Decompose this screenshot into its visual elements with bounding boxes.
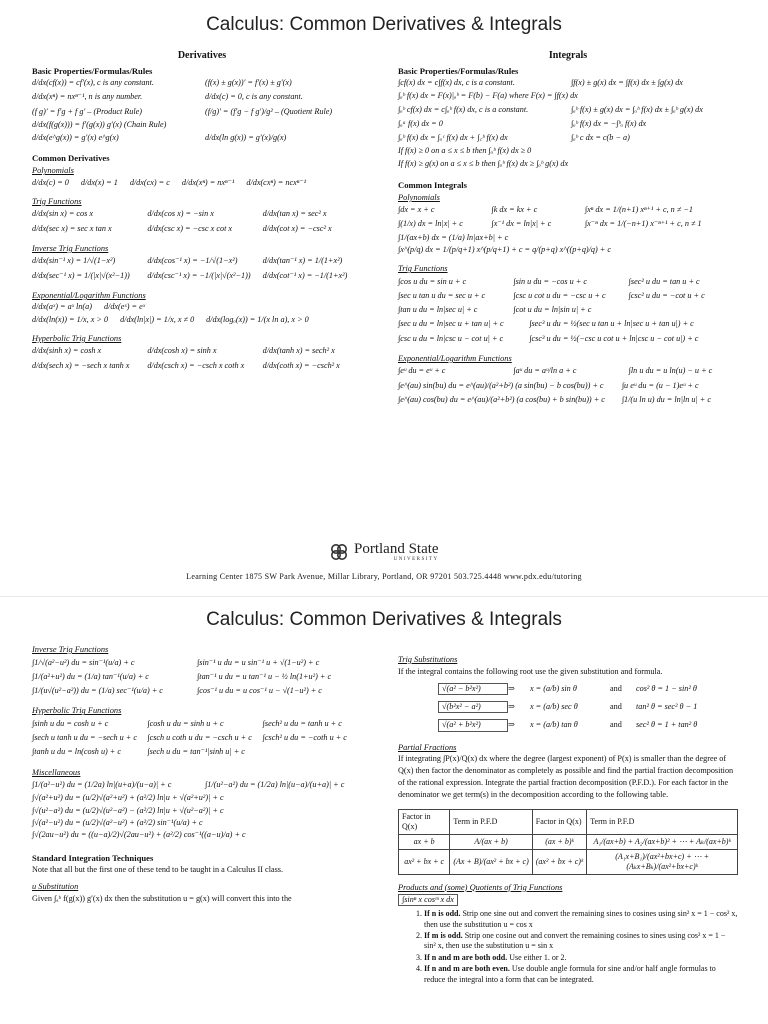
trig-label: Trig Functions [32,196,82,206]
table-cell: ax² + bx + c [399,849,450,874]
derivatives-basic-heading: Basic Properties/Formulas/Rules [32,65,153,76]
formula: ∫√(a²−u²) du = (u/2)√(a²−u²) + (a²/2) sin⁻¹(u/a) + c [32,817,203,827]
trig-sub-root: √(a² − b²x²) [438,683,508,695]
formula: d/dx(cf(x)) = cf′(x), c is any constant. [32,78,154,88]
formula: ∫ln u du = u ln(u) − u + c [628,366,713,376]
formula: ∫u eᵘ du = (u − 1)eᵘ + c [621,380,699,390]
products-integral: ∫sinⁿ x cosᵐ x dx [398,894,458,906]
formula: ∫sech u du = tan⁻¹|sinh u| + c [147,747,245,757]
list-item [424,964,738,985]
formula: d/dx(logₐ(x)) = 1/(x ln a), x > 0 [206,314,309,324]
int-polynomials-label: Polynomials [398,192,440,202]
partial-fractions-text: If integrating ∫P(x)/Q(x) dx where the degree (largest exponent) of P(x) is smaller than the degree of Q(x) then factor the denominator as completely as possible and find the partial fraction decomposition of the rational expression. Integrate the partial fraction decomposition (P.F.D.). For each factor in the denominator we get term(s) in the decomposition according to the following table. [398,754,734,799]
formula: d/dx(csc x) = −csc x cot x [147,223,233,233]
formula: (f g)′ = f′g + f g′ – (Product Rule) [32,106,143,116]
formula: d/dx(c) = 0, c is any constant. [205,92,303,102]
trig-sub-identity: sec² θ = 1 + tan² θ [636,720,698,730]
logo-name: Portland State [354,541,439,557]
inverse-trig-label: Inverse Trig Functions [32,243,109,253]
rule-lead: If n and m are both odd. [424,952,508,962]
formula: d/dx(c) = 0 [32,177,69,187]
list-item [424,953,738,963]
common-derivatives-heading: Common Derivatives [32,153,110,164]
formula: ∫ₐᵇ c dx = c(b − a) [571,133,630,143]
u-sub-text: Given ∫ₐᵇ f(g(x)) g′(x) dx then the substitution u = g(x) will convert this into the [32,893,292,903]
table-cell: A/(ax + b) [450,834,532,849]
formula: ∫e^(au) sin(bu) du = e^(au)/(a²+b²) (a sin(bu) − b cos(bu)) + c [398,380,604,390]
derivatives-heading: Derivatives [177,50,227,61]
formula: ∫ₐᵇ f(x) ± g(x) dx = ∫ₐᵇ f(x) dx ± ∫ₐᵇ g(x) dx [571,104,703,114]
formula: ∫sec u du = ln|sec u + tan u| + c [398,319,504,329]
formula: ∫1/(ax+b) dx = (1/a) ln|ax+b| + c [398,232,509,242]
table-header: Factor in Q(x) [399,809,450,834]
rule-text: Use either 1. or 2. [507,952,567,962]
trig-sub-intro: If the integral contains the following root use the given substitution and formula. [398,666,663,676]
formula: d/dx(tan⁻¹ x) = 1/(1+x²) [262,256,343,266]
formula: ∫sec³ u du = ½(sec u tan u + ln|sec u + tan u|) + c [529,319,694,329]
formula: ∫√(2au−u²) du = ((u−a)/2)√(2au−u²) + (a²/2) cos⁻¹((a−u)/a) + c [32,830,246,839]
formula: ∫ₐᵇ f(x) dx = ∫ₐᶜ f(x) dx + ∫꜀ᵇ f(x) dx [398,133,508,143]
formula: ∫tan u du = ln|sec u| + c [398,305,478,315]
formula: ∫1/(u²−a²) du = (1/2a) ln|(u−a)/(u+a)| + c [205,780,345,789]
logo-subtitle: UNIVERSITY [393,557,439,562]
formula: ∫csc² u du = −cot u + c [628,290,705,300]
trig-sub-substitution: x = (a/b) sec θ [530,702,578,711]
implies-arrow: ⇒ [508,720,515,730]
trig-sub-root: √(b²x² − a²) [438,701,508,713]
formula: ∫tan⁻¹ u du = u tan⁻¹ u − ½ ln(1+u²) + c [197,671,332,681]
formula: d/dx(xⁿ) = nxⁿ⁻¹ [181,177,235,187]
formula: ∫√(u²−a²) du = (u/2)√(u²−a²) − (a²/2) ln|u + √(u²−a²)| + c [32,805,224,815]
formula: d/dx(f(g(x))) = f′(g(x)) g′(x) (Chain Rule) [32,119,167,129]
formula: d/dx(cot x) = −csc² x [262,223,332,233]
formula: ∫csc u du = ln|csc u − cot u| + c [398,333,504,343]
formula: ∫cot u du = ln|sin u| + c [513,305,592,315]
formula: ∫ₐᵃ f(x) dx = 0 [398,118,443,128]
integrals-heading: Integrals [548,50,588,61]
rule-text: Strip one cosine out and convert the remaining cosines to sines using cos² x = 1 − sin² x, then use the substitution u = sin x [424,931,726,951]
formula: ∫1/(u ln u) du = ln|ln u| + c [621,394,712,404]
formula: ∫sin⁻¹ u du = u sin⁻¹ u + √(1−u²) + c [197,657,320,667]
formula: d/dx(x) = 1 [80,177,118,187]
formula: d/dx(csch x) = −csch x coth x [147,360,245,370]
formula: ∫x⁻¹ dx = ln|x| + c [491,219,552,229]
formula: ∫(1/x) dx = ln|x| + c [398,219,463,229]
formula: ∫dx = x + c [398,205,435,215]
formula: ∫sin u du = −cos u + c [513,276,587,286]
implies-arrow: ⇒ [508,683,515,693]
formula: ∫√(a²+u²) du = (u/2)√(a²+u²) + (a²/2) ln|u + √(a²+u²)| + c [32,793,224,803]
formula: ∫k dx = kx + c [491,205,538,215]
formula: If f(x) ≥ 0 on a ≤ x ≤ b then ∫ₐᵇ f(x) dx ≥ 0 [398,146,532,156]
formula: (f/g)′ = (f′g − f g′)/g² – (Quotient Rule) [205,106,333,116]
formula: ∫ₐᵇ cf(x) dx = c∫ₐᵇ f(x) dx, c is a constant. [398,104,529,114]
trig-sub-substitution: x = (a/b) tan θ [530,720,578,730]
formula: ∫sinh u du = cosh u + c [32,718,109,728]
rule-lead: If n and m are both even. [424,964,510,974]
common-integrals-heading: Common Integrals [398,179,467,190]
formula: d/dx(sinh x) = cosh x [32,346,102,356]
formula: d/dx(eˣ) = eˣ [103,302,146,312]
table-header: Term in P.F.D [587,809,738,834]
table-row [399,849,738,874]
formula: ∫cf(x) dx = c∫f(x) dx, c is a constant. [398,78,515,88]
rule-lead: If m is odd. [424,931,463,941]
page-title: Calculus: Common Derivatives & Integrals [206,14,562,35]
formula: ∫f(x) ± g(x) dx = ∫f(x) dx ± ∫g(x) dx [571,78,683,88]
rule-lead: If n is odd. [424,909,461,919]
formula: d/dx(cxⁿ) = ncxⁿ⁻¹ [246,177,307,187]
formula: d/dx(cos⁻¹ x) = −1/√(1−x²) [147,256,238,266]
exp-log-label: Exponential/Logarithm Functions [32,290,146,300]
formula: ∫sec² u du = tan u + c [628,276,700,286]
formula: d/dx(xⁿ) = nxⁿ⁻¹, n is any number. [32,92,143,102]
implies-arrow: ⇒ [508,702,515,711]
formula: ∫tanh u du = ln(cosh u) + c [32,747,122,757]
table-cell: A₁/(ax+b) + A₂/(ax+b)² + ⋯ + Aₖ/(ax+b)ᵏ [587,834,738,849]
table-cell: (A₁x+B₁)/(ax²+bx+c) + ⋯ + (Aₖx+Bₖ)/(ax²+bx+c)ᵏ [587,849,738,874]
formula: d/dx(sec x) = sec x tan x [32,223,112,233]
rule-text: Strip one sine out and convert the remaining sines to cosines using sin² x = 1 − cos² x, then use the substitution u = cos x [424,909,738,929]
formula: d/dx(sech x) = −sech x tanh x [32,360,130,370]
formula: ∫x^(p/q) dx = 1/(p/q+1) x^(p/q+1) + c = q/(p+q) x^((p+q)/q) + c [398,244,611,254]
formula: d/dx(cx) = c [129,177,170,187]
formula: ∫1/(u√(u²−a²)) du = (1/a) sec⁻¹(u/a) + c [32,686,163,695]
u-sub-label: u Substitution [32,882,79,892]
formula: d/dx(sin x) = cos x [32,209,93,219]
int-exp-log-label: Exponential/Logarithm Functions [398,353,512,363]
formula: d/dx(ln|x|) = 1/x, x ≠ 0 [120,314,195,324]
formula: ∫ₐᵇ f(x) dx = −∫ᵇₐ f(x) dx [571,118,647,128]
polynomials-label: Polynomials [32,166,74,176]
formula: d/dx(coth x) = −csch² x [262,360,340,370]
std-techniques-heading: Standard Integration Techniques [32,853,154,864]
integrals-column [398,50,738,407]
formula: ∫ₐᵇ f(x) dx = F(x)|ₐᵇ = F(b) − F(a) where F(x) = ∫f(x) dx [398,91,578,101]
formula: d/dx(ln g(x)) = g′(x)/g(x) [205,133,287,143]
p2-inverse-trig-label: Inverse Trig Functions [32,645,109,654]
formula: ∫xⁿ dx = 1/(n+1) xⁿ⁺¹ + c, n ≠ −1 [584,205,693,215]
table-cell: (ax² + bx + c)ᵏ [532,849,586,874]
formula: ∫cosh u du = sinh u + c [147,718,224,728]
formula: ∫eᵘ du = eᵘ + c [398,366,446,376]
formula: ∫e^(au) cos(bu) du = e^(au)/(a²+b²) (a cos(bu) + b sin(bu)) + c [398,394,605,404]
formula: d/dx(tan x) = sec² x [262,209,327,219]
formula: d/dx(e^g(x)) = g′(x) e^g(x) [32,133,119,143]
formula: ∫1/√(a²−u²) du = sin⁻¹(u/a) + c [32,657,135,667]
page-title-2: Calculus: Common Derivatives & Integrals [206,609,562,630]
int-trig-label: Trig Functions [398,264,448,274]
formula: d/dx(ln(x)) = 1/x, x > 0 [32,314,109,324]
formula: ∫sech u tanh u du = −sech u + c [32,733,137,742]
formula: ∫cos⁻¹ u du = u cos⁻¹ u − √(1−u²) + c [197,686,322,695]
formula: d/dx(sin⁻¹ x) = 1/√(1−x²) [32,256,116,266]
products-rules-list [398,909,738,985]
formula: d/dx(aˣ) = aˣ ln(a) [32,302,92,312]
rule-text: Use double angle formula for sine and/or half angle formulas to reduce the integral into a form that can be integrated. [424,964,716,984]
formula: ∫1/(a²−u²) du = (1/2a) ln|(u+a)/(u−a)| + c [32,780,172,789]
table-cell: (ax + b)ᵏ [532,834,586,849]
footer-contact: Learning Center 1875 SW Park Avenue, Millar Library, Portland, OR 97201 503.725.4448 www.pdx.edu/tutoring [186,572,582,581]
std-techniques-note: Note that all but the first one of these tend to be taught in a Calculus II class. [32,864,284,874]
derivatives-column [32,50,372,373]
formula: d/dx(cos x) = −sin x [147,209,214,219]
trig-sub-root: √(a² + b²x²) [438,719,508,731]
logo-icon [328,541,350,563]
portland-state-logo [328,541,439,563]
pfd-table [398,809,738,875]
trig-sub-identity: cos² θ = 1 − sin² θ [636,683,697,693]
list-item [424,931,738,952]
formula: d/dx(cot⁻¹ x) = −1/(1+x²) [262,270,348,280]
trig-sub-label: Trig Substitutions [398,655,458,664]
p2-hyperbolic-label: Hyperbolic Trig Functions [32,706,122,716]
and-word: and [610,683,622,693]
hyperbolic-label: Hyperbolic Trig Functions [32,333,122,343]
partial-fractions-label: Partial Fractions [398,742,457,752]
formula: ∫aᵘ du = aᵘ/ln a + c [513,366,577,376]
table-header-row [399,809,738,834]
table-cell: (Ax + B)/(ax² + bx + c) [450,849,532,874]
page-two [0,597,768,1024]
formula: ∫csch² u du = −coth u + c [262,733,347,742]
page2-left-column [32,643,372,905]
formula: ∫1/(a²+u²) du = (1/a) tan⁻¹(u/a) + c [32,671,149,681]
formula: d/dx(csc⁻¹ x) = −1/(|x|√(x²−1)) [147,270,251,280]
and-word: and [610,720,622,730]
formula: ∫csc³ u du = ½(−csc u cot u + ln|csc u − cot u|) + c [529,333,699,343]
and-word: and [610,702,622,711]
table-row [399,834,738,849]
formula: ∫csc u cot u du = −csc u + c [513,290,606,300]
formula: ∫csch u coth u du = −csch u + c [147,733,252,742]
table-header: Term in P.F.D [450,809,532,834]
trig-sub-table [438,682,738,733]
formula: ∫cos u du = sin u + c [398,276,467,286]
trig-sub-identity: tan² θ = sec² θ − 1 [636,702,698,711]
table-cell: ax + b [399,834,450,849]
misc-label: Miscellaneous [32,767,81,777]
formula: ∫sech² u du = tanh u + c [262,718,342,728]
formula: (f(x) ± g(x))′ = f′(x) ± g′(x) [205,78,292,88]
trig-sub-substitution: x = (a/b) sin θ [530,683,577,693]
formula: ∫x⁻ⁿ dx = 1/(−n+1) x⁻ⁿ⁺¹ + c, n ≠ 1 [584,219,702,229]
products-quotients-label: Products and (some) Quotients of Trig Functions [398,882,563,892]
table-header: Factor in Q(x) [532,809,586,834]
integrals-basic-heading: Basic Properties/Formulas/Rules [398,65,519,76]
formula: If f(x) ≥ g(x) on a ≤ x ≤ b then ∫ₐᵇ f(x) dx ≥ ∫ₐᵇ g(x) dx [398,158,569,168]
list-item [424,909,738,930]
formula: ∫sec u tan u du = sec u + c [398,290,486,300]
formula: d/dx(tanh x) = sech² x [262,346,335,356]
page2-right-column [398,653,738,986]
formula: d/dx(cosh x) = sinh x [147,346,217,356]
formula: d/dx(sec⁻¹ x) = 1/(|x|√(x²−1)) [32,270,130,280]
